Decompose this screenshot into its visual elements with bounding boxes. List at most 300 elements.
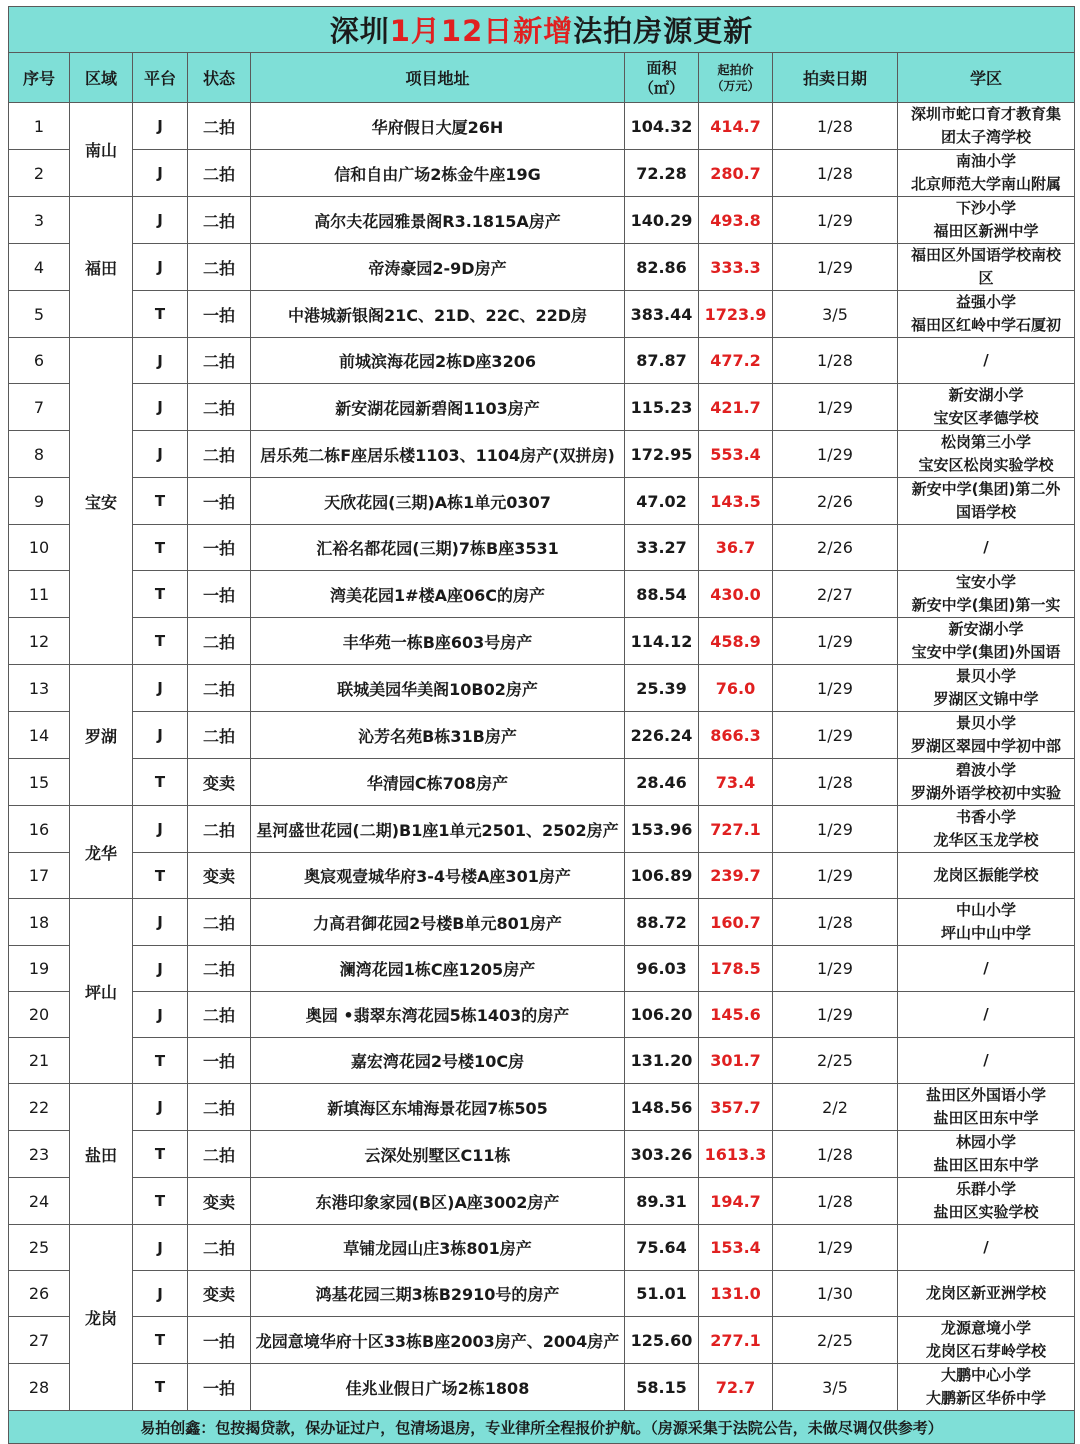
district-cell: 南山: [70, 103, 133, 197]
table-row: [9, 525, 1075, 571]
price-cell: 458.9: [699, 618, 773, 665]
area-cell: 131.20: [625, 1038, 699, 1084]
address-cell: 沁芳名苑B栋31B房产: [251, 712, 625, 759]
platform-cell: J: [133, 712, 188, 759]
price-cell: 414.7: [699, 103, 773, 150]
address-cell: 星河盛世花园(二期)B1座1单元2501、2502房产: [251, 806, 625, 853]
address-cell: 草铺龙园山庄3栋801房产: [251, 1225, 625, 1271]
address-cell: 华清园C栋708房产: [251, 759, 625, 806]
platform-cell: T: [133, 1364, 188, 1411]
school-line: 宝安区孝德学校: [933, 409, 1039, 427]
district-cell: 宝安: [70, 338, 133, 665]
school-cell: [898, 291, 1075, 338]
price-cell: 280.7: [699, 150, 773, 197]
row-index: 24: [9, 1178, 70, 1225]
listing-sheet: [8, 6, 1074, 1444]
school-line: 宝安小学: [956, 573, 1017, 591]
school-line: 景贝小学: [956, 667, 1017, 685]
school-cell: [898, 1084, 1075, 1131]
platform-cell: J: [133, 244, 188, 291]
area-cell: 87.87: [625, 338, 699, 384]
area-cell: 383.44: [625, 291, 699, 338]
area-cell: 140.29: [625, 197, 699, 244]
school-cell: [898, 103, 1075, 150]
date-cell: 1/28: [773, 1178, 898, 1225]
date-cell: 3/5: [773, 291, 898, 338]
status-cell: 变卖: [188, 759, 251, 806]
district-cell: 龙岗: [70, 1225, 133, 1411]
school-cell: [898, 899, 1075, 946]
price-cell: 178.5: [699, 946, 773, 992]
status-cell: 二拍: [188, 103, 251, 150]
address-cell: 奥园 •翡翠东湾花园5栋1403的房产: [251, 992, 625, 1038]
row-index: 17: [9, 853, 70, 899]
table-row: [9, 853, 1075, 899]
status-cell: 二拍: [188, 946, 251, 992]
date-cell: 2/27: [773, 571, 898, 618]
address-cell: 联城美园华美阁10B02房产: [251, 665, 625, 712]
date-cell: 2/26: [773, 525, 898, 571]
platform-cell: J: [133, 992, 188, 1038]
area-cell: 226.24: [625, 712, 699, 759]
price-cell: 477.2: [699, 338, 773, 384]
school-line: 罗湖外语学校初中实验: [911, 784, 1062, 802]
school-line: 国语学校: [956, 503, 1017, 521]
date-cell: 1/29: [773, 992, 898, 1038]
table-row: [9, 1225, 1075, 1271]
school-line: 深圳市蛇口育才教育集: [911, 105, 1062, 123]
address-cell: 龙园意境华府十区33栋B座2003房产、2004房产: [251, 1317, 625, 1364]
platform-cell: J: [133, 665, 188, 712]
row-index: 15: [9, 759, 70, 806]
date-cell: 2/2: [773, 1084, 898, 1131]
row-index: 7: [9, 384, 70, 431]
school-line: 罗湖区翠园中学初中部: [911, 737, 1062, 755]
area-cell: 88.54: [625, 571, 699, 618]
row-index: 14: [9, 712, 70, 759]
table-row: [9, 1271, 1075, 1317]
row-index: 26: [9, 1271, 70, 1317]
platform-cell: J: [133, 338, 188, 384]
address-cell: 嘉宏湾花园2号楼10C房: [251, 1038, 625, 1084]
date-cell: 1/29: [773, 384, 898, 431]
school-line: 罗湖区文锦中学: [933, 690, 1039, 708]
school-line: 北京师范大学南山附属: [911, 175, 1062, 193]
title-suffix: 法拍房源更新: [573, 14, 754, 48]
district-cell: 龙华: [70, 806, 133, 899]
date-cell: 1/29: [773, 431, 898, 478]
school-cell: [898, 946, 1075, 992]
school-line: 书香小学: [956, 808, 1017, 826]
school-line: 下沙小学: [956, 199, 1017, 217]
header-price-label: 起拍价: [717, 62, 754, 77]
price-cell: 160.7: [699, 899, 773, 946]
district-cell: 坪山: [70, 899, 133, 1084]
table-row: [9, 1084, 1075, 1131]
row-index: 21: [9, 1038, 70, 1084]
area-cell: 58.15: [625, 1364, 699, 1411]
school-line: 新安湖小学: [948, 620, 1024, 638]
date-cell: 1/28: [773, 150, 898, 197]
listing-body: [9, 103, 1075, 1411]
school-line: 龙岗区新亚洲学校: [926, 1284, 1047, 1302]
price-cell: 493.8: [699, 197, 773, 244]
school-cell: [898, 759, 1075, 806]
school-cell: [898, 992, 1075, 1038]
date-cell: 1/28: [773, 103, 898, 150]
row-index: 13: [9, 665, 70, 712]
school-line: 团太子湾学校: [941, 128, 1032, 146]
address-cell: 汇裕名都花园(三期)7栋B座3531: [251, 525, 625, 571]
school-line: 宝安中学(集团)外国语: [911, 643, 1061, 661]
date-cell: 1/29: [773, 197, 898, 244]
address-cell: 前城滨海花园2栋D座3206: [251, 338, 625, 384]
school-line: /: [983, 538, 989, 556]
status-cell: 一拍: [188, 1038, 251, 1084]
status-cell: 二拍: [188, 197, 251, 244]
school-line: 松岗第三小学: [941, 433, 1032, 451]
price-cell: 153.4: [699, 1225, 773, 1271]
status-cell: 一拍: [188, 1317, 251, 1364]
table-row: [9, 291, 1075, 338]
area-cell: 47.02: [625, 478, 699, 525]
status-cell: 二拍: [188, 431, 251, 478]
table-row: [9, 1038, 1075, 1084]
table-row: [9, 150, 1075, 197]
status-cell: 一拍: [188, 291, 251, 338]
price-cell: 36.7: [699, 525, 773, 571]
status-cell: 二拍: [188, 1225, 251, 1271]
row-index: 22: [9, 1084, 70, 1131]
title-highlight: 1月12日新增: [389, 14, 574, 48]
school-line: 盐田区田东中学: [933, 1109, 1039, 1127]
platform-cell: T: [133, 1038, 188, 1084]
date-cell: 3/5: [773, 1364, 898, 1411]
school-cell: [898, 665, 1075, 712]
date-cell: 2/25: [773, 1317, 898, 1364]
area-cell: 28.46: [625, 759, 699, 806]
price-cell: 239.7: [699, 853, 773, 899]
date-cell: 1/29: [773, 712, 898, 759]
address-cell: 天欣花园(三期)A栋1单元0307: [251, 478, 625, 525]
area-cell: 33.27: [625, 525, 699, 571]
header-price-unit: （万元）: [711, 78, 760, 93]
platform-cell: J: [133, 899, 188, 946]
platform-cell: J: [133, 1271, 188, 1317]
address-cell: 帝涛豪园2-9D房产: [251, 244, 625, 291]
table-row: [9, 1131, 1075, 1178]
school-cell: [898, 618, 1075, 665]
row-index: 23: [9, 1131, 70, 1178]
price-cell: 1723.9: [699, 291, 773, 338]
address-cell: 湾美花园1#楼A座06C的房产: [251, 571, 625, 618]
table-row: [9, 759, 1075, 806]
table-row: [9, 665, 1075, 712]
status-cell: 二拍: [188, 384, 251, 431]
school-line: 景贝小学: [956, 714, 1017, 732]
table-row: [9, 618, 1075, 665]
page-title: [9, 7, 1075, 53]
price-cell: 194.7: [699, 1178, 773, 1225]
school-cell: [898, 150, 1075, 197]
area-cell: 172.95: [625, 431, 699, 478]
price-cell: 727.1: [699, 806, 773, 853]
address-cell: 佳兆业假日广场2栋1808: [251, 1364, 625, 1411]
row-index: 1: [9, 103, 70, 150]
row-index: 25: [9, 1225, 70, 1271]
table-row: [9, 992, 1075, 1038]
row-index: 19: [9, 946, 70, 992]
row-index: 8: [9, 431, 70, 478]
platform-cell: T: [133, 853, 188, 899]
school-line: 盐田区实验学校: [933, 1203, 1039, 1221]
header-school: 学区: [898, 53, 1075, 103]
listing-table: [8, 6, 1075, 1444]
platform-cell: J: [133, 806, 188, 853]
table-row: [9, 712, 1075, 759]
school-cell: [898, 244, 1075, 291]
area-cell: 153.96: [625, 806, 699, 853]
price-cell: 1613.3: [699, 1131, 773, 1178]
address-cell: 奥宸观壹城华府3-4号楼A座301房产: [251, 853, 625, 899]
date-cell: 1/28: [773, 759, 898, 806]
header-date: 拍卖日期: [773, 53, 898, 103]
price-cell: 430.0: [699, 571, 773, 618]
platform-cell: J: [133, 946, 188, 992]
date-cell: 1/28: [773, 1131, 898, 1178]
school-cell: [898, 853, 1075, 899]
header-price: [699, 53, 773, 103]
header-district: 区域: [70, 53, 133, 103]
title-prefix: 深圳: [329, 14, 390, 48]
school-line: /: [983, 959, 989, 977]
area-cell: 96.03: [625, 946, 699, 992]
status-cell: 一拍: [188, 525, 251, 571]
header-index: 序号: [9, 53, 70, 103]
school-line: 益强小学: [956, 293, 1017, 311]
date-cell: 1/28: [773, 338, 898, 384]
header-status: 状态: [188, 53, 251, 103]
school-line: 坪山中山中学: [941, 924, 1032, 942]
date-cell: 1/29: [773, 244, 898, 291]
area-cell: 125.60: [625, 1317, 699, 1364]
status-cell: 二拍: [188, 899, 251, 946]
school-cell: [898, 431, 1075, 478]
table-row: [9, 338, 1075, 384]
row-index: 6: [9, 338, 70, 384]
school-line: 龙源意境小学: [941, 1319, 1032, 1337]
platform-cell: J: [133, 384, 188, 431]
address-cell: 居乐苑二栋F座居乐楼1103、1104房产(双拼房): [251, 431, 625, 478]
school-line: 大鹏中心小学: [941, 1366, 1032, 1384]
status-cell: 一拍: [188, 478, 251, 525]
table-row: [9, 103, 1075, 150]
area-cell: 82.86: [625, 244, 699, 291]
row-index: 10: [9, 525, 70, 571]
address-cell: 中港城新银阁21C、21D、22C、22D房: [251, 291, 625, 338]
area-cell: 51.01: [625, 1271, 699, 1317]
date-cell: 1/29: [773, 665, 898, 712]
row-index: 12: [9, 618, 70, 665]
status-cell: 变卖: [188, 853, 251, 899]
date-cell: 1/28: [773, 899, 898, 946]
price-cell: 333.3: [699, 244, 773, 291]
school-line: /: [983, 351, 989, 369]
school-line: 林园小学: [956, 1133, 1017, 1151]
row-index: 2: [9, 150, 70, 197]
price-cell: 866.3: [699, 712, 773, 759]
school-line: /: [983, 1005, 989, 1023]
price-cell: 143.5: [699, 478, 773, 525]
status-cell: 二拍: [188, 618, 251, 665]
platform-cell: T: [133, 618, 188, 665]
school-line: 福田区外国语学校南校: [911, 246, 1062, 264]
price-cell: 76.0: [699, 665, 773, 712]
row-index: 11: [9, 571, 70, 618]
row-index: 18: [9, 899, 70, 946]
school-line: 新安中学(集团)第一实: [911, 596, 1061, 614]
school-cell: [898, 197, 1075, 244]
status-cell: 二拍: [188, 712, 251, 759]
price-cell: 145.6: [699, 992, 773, 1038]
row-index: 5: [9, 291, 70, 338]
price-cell: 421.7: [699, 384, 773, 431]
platform-cell: J: [133, 431, 188, 478]
platform-cell: T: [133, 1131, 188, 1178]
row-index: 20: [9, 992, 70, 1038]
school-cell: [898, 712, 1075, 759]
school-line: 大鹏新区华侨中学: [926, 1389, 1047, 1407]
district-cell: 福田: [70, 197, 133, 338]
table-row: [9, 806, 1075, 853]
date-cell: 1/30: [773, 1271, 898, 1317]
school-line: 区: [978, 269, 994, 287]
school-cell: [898, 338, 1075, 384]
price-cell: 73.4: [699, 759, 773, 806]
price-cell: 301.7: [699, 1038, 773, 1084]
date-cell: 1/29: [773, 853, 898, 899]
price-cell: 277.1: [699, 1317, 773, 1364]
platform-cell: T: [133, 291, 188, 338]
header-address: 项目地址: [251, 53, 625, 103]
status-cell: 一拍: [188, 571, 251, 618]
date-cell: 1/29: [773, 1225, 898, 1271]
platform-cell: J: [133, 103, 188, 150]
platform-cell: J: [133, 197, 188, 244]
status-cell: 变卖: [188, 1271, 251, 1317]
table-row: [9, 478, 1075, 525]
status-cell: 二拍: [188, 150, 251, 197]
address-cell: 丰华苑一栋B座603号房产: [251, 618, 625, 665]
area-cell: 106.89: [625, 853, 699, 899]
school-line: /: [983, 1238, 989, 1256]
address-cell: 东港印象家园(B区)A座3002房产: [251, 1178, 625, 1225]
status-cell: 二拍: [188, 1131, 251, 1178]
table-row: [9, 571, 1075, 618]
school-line: 宝安区松岗实验学校: [918, 456, 1054, 474]
row-index: 9: [9, 478, 70, 525]
platform-cell: J: [133, 150, 188, 197]
header-area: [625, 53, 699, 103]
area-cell: 89.31: [625, 1178, 699, 1225]
school-cell: [898, 1271, 1075, 1317]
address-cell: 信和自由广场2栋金牛座19G: [251, 150, 625, 197]
header-platform: 平台: [133, 53, 188, 103]
header-area-unit: （㎡）: [638, 78, 684, 97]
school-line: 龙岗区振能学校: [933, 866, 1039, 884]
table-row: [9, 1364, 1075, 1411]
status-cell: 二拍: [188, 1084, 251, 1131]
header-row: [9, 53, 1075, 103]
header-area-label: 面积: [646, 58, 677, 77]
platform-cell: T: [133, 759, 188, 806]
address-cell: 新填海区东埔海景花园7栋505: [251, 1084, 625, 1131]
area-cell: 106.20: [625, 992, 699, 1038]
row-index: 3: [9, 197, 70, 244]
school-cell: [898, 1038, 1075, 1084]
address-cell: 华府假日大厦26H: [251, 103, 625, 150]
address-cell: 鸿基花园三期3栋B2910号的房产: [251, 1271, 625, 1317]
status-cell: 二拍: [188, 244, 251, 291]
school-cell: [898, 478, 1075, 525]
status-cell: 变卖: [188, 1178, 251, 1225]
price-cell: 131.0: [699, 1271, 773, 1317]
platform-cell: J: [133, 1084, 188, 1131]
platform-cell: T: [133, 571, 188, 618]
platform-cell: T: [133, 1317, 188, 1364]
status-cell: 一拍: [188, 1364, 251, 1411]
date-cell: 2/25: [773, 1038, 898, 1084]
area-cell: 88.72: [625, 899, 699, 946]
school-line: 新安中学(集团)第二外: [911, 480, 1061, 498]
school-cell: [898, 571, 1075, 618]
school-line: /: [983, 1051, 989, 1069]
status-cell: 二拍: [188, 665, 251, 712]
status-cell: 二拍: [188, 338, 251, 384]
area-cell: 104.32: [625, 103, 699, 150]
school-line: 盐田区外国语小学: [926, 1086, 1047, 1104]
school-line: 龙华区玉龙学校: [933, 831, 1039, 849]
address-cell: 新安湖花园新碧阁1103房产: [251, 384, 625, 431]
price-cell: 553.4: [699, 431, 773, 478]
table-row: [9, 431, 1075, 478]
table-row: [9, 1178, 1075, 1225]
table-row: [9, 946, 1075, 992]
table-row: [9, 244, 1075, 291]
school-cell: [898, 1364, 1075, 1411]
area-cell: 148.56: [625, 1084, 699, 1131]
area-cell: 25.39: [625, 665, 699, 712]
date-cell: 2/26: [773, 478, 898, 525]
date-cell: 1/29: [773, 806, 898, 853]
row-index: 4: [9, 244, 70, 291]
school-cell: [898, 525, 1075, 571]
date-cell: 1/29: [773, 946, 898, 992]
area-cell: 115.23: [625, 384, 699, 431]
district-cell: 盐田: [70, 1084, 133, 1225]
school-line: 碧波小学: [956, 761, 1017, 779]
row-index: 16: [9, 806, 70, 853]
row-index: 27: [9, 1317, 70, 1364]
school-line: 龙岗区石芽岭学校: [926, 1342, 1047, 1360]
table-row: [9, 197, 1075, 244]
table-row: [9, 899, 1075, 946]
price-cell: 72.7: [699, 1364, 773, 1411]
school-cell: [898, 1178, 1075, 1225]
school-line: 乐群小学: [956, 1180, 1017, 1198]
status-cell: 二拍: [188, 806, 251, 853]
table-row: [9, 384, 1075, 431]
